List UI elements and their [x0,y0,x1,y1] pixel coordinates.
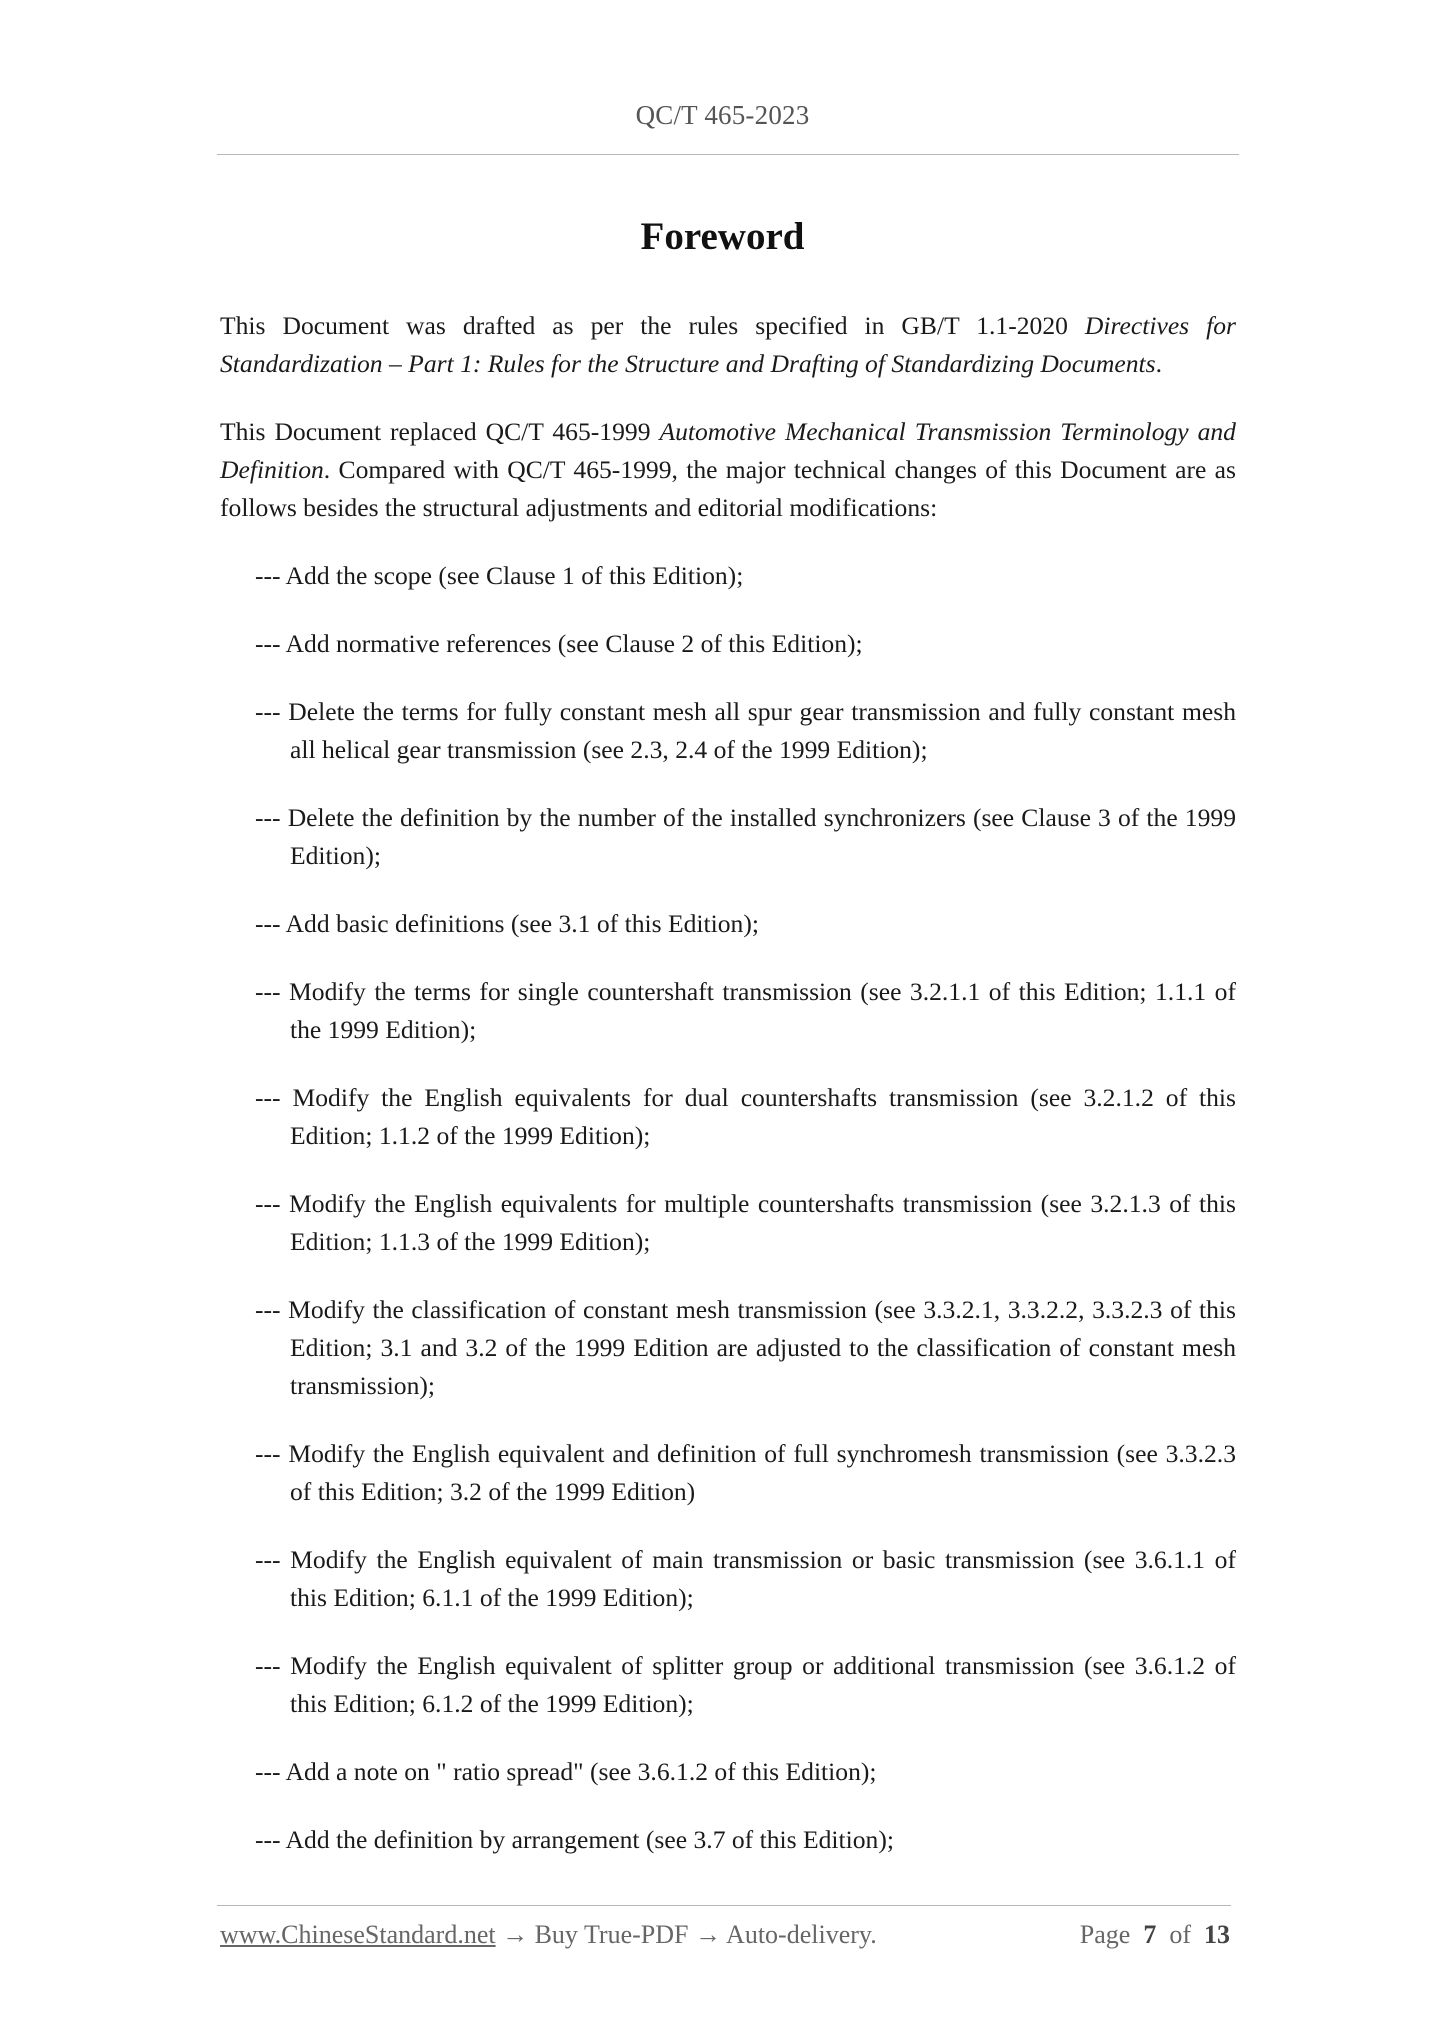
page-number [1080,1920,1230,1950]
page-of-label: of [1169,1920,1191,1949]
list-item: --- Modify the terms for single countershaft transmission (see 3.2.1.1 of this Edition; 1.1.1 of the 1999 Edition); [255,977,1236,1044]
list-item: --- Modify the English equivalent of splitter group or additional transmission (see 3.6.1.2 of this Edition; 6.1.2 of the 1999 Edition); [255,1651,1236,1718]
list-item: --- Delete the definition by the number of the installed synchronizers (see Clause 3 of the 1999 Edition); [255,803,1236,870]
list-item: --- Add normative references (see Clause 2 of this Edition); [255,629,863,658]
list-item: --- Delete the terms for fully constant mesh all spur gear transmission and fully constant mesh all helical gear transmission (see 2.3, 2.4 of the 1999 Edition); [255,697,1236,764]
paragraph-text: . [1155,349,1162,378]
foreword-body [220,307,1236,1889]
paragraph-drafting-rules [220,307,1236,383]
list-item: --- Modify the English equivalents for dual countershafts transmission (see 3.2.1.2 of this Edition; 1.1.2 of the 1999 Edition); [255,1083,1236,1150]
header-divider [217,154,1239,155]
promo-text: → Buy True-PDF → Auto-delivery. [495,1920,877,1949]
list-item: --- Add the scope (see Clause 1 of this Edition); [255,561,744,590]
list-item: --- Modify the English equivalent of main transmission or basic transmission (see 3.6.1.1 of this Edition; 6.1.1 of the 1999 Edition); [255,1545,1236,1612]
paragraph-text: . Compared with QC/T 465-1999, the major technical changes of this Document are as follows besides the structural adjustments and editorial modifications: [220,455,1236,522]
cited-standard-title: Directives for Standardization – Part 1: Rules for the Structure and Drafting of Standardizing Documents [220,311,1236,378]
page-label: Page [1079,1920,1131,1949]
cited-standard-title: Automotive Mechanical Transmission Terminology and Definition [220,417,1236,484]
website-link[interactable]: www.ChineseStandard.net [220,1920,496,1949]
running-header: QC/T 465-2023 [635,100,810,130]
paragraph-replacement [220,413,1236,527]
list-item: --- Add a note on " ratio spread" (see 3.6.1.2 of this Edition); [255,1757,877,1786]
list-item: --- Modify the English equivalent and definition of full synchromesh transmission (see 3.3.2.3 of this Edition; 3.2 of the 1999 Edition) [255,1439,1236,1506]
changes-list [220,557,1236,1859]
paragraph-text: This Document was drafted as per the rules specified in GB/T 1.1-2020 [220,311,1085,340]
page-footer [220,1920,1230,1960]
footer-promo [220,1920,877,1950]
list-item: --- Add the definition by arrangement (see 3.7 of this Edition); [255,1825,894,1854]
page-title: Foreword [640,215,805,258]
list-item: --- Add basic definitions (see 3.1 of this Edition); [255,909,759,938]
page-total: 13 [1204,1920,1230,1949]
paragraph-text: This Document replaced QC/T 465-1999 [220,417,660,446]
page-current: 7 [1143,1920,1157,1949]
footer-divider [217,1905,1231,1906]
list-item: --- Modify the English equivalents for multiple countershafts transmission (see 3.2.1.3 of this Edition; 1.1.3 of the 1999 Edition); [255,1189,1236,1256]
list-item: --- Modify the classification of constant mesh transmission (see 3.3.2.1, 3.3.2.2, 3.3.2.3 of this Edition; 3.1 and 3.2 of the 1999 Edition are adjusted to the classification of constant mesh transmission); [255,1295,1236,1400]
